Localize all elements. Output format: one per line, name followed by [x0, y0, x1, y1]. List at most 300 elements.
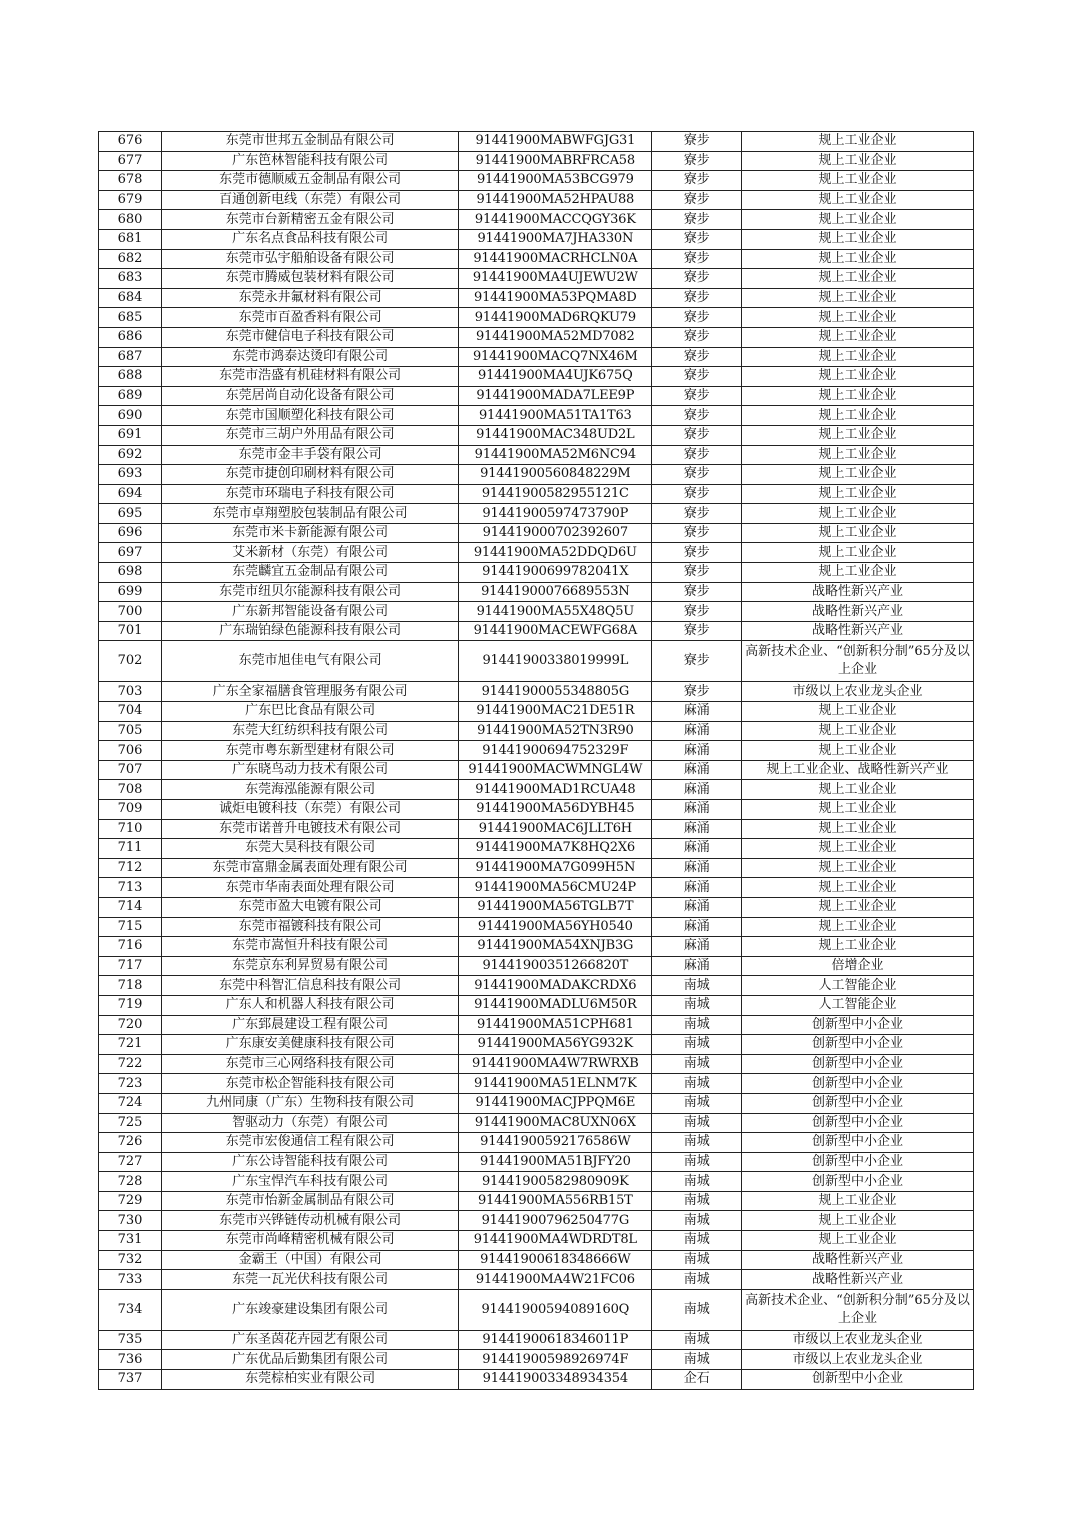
table-row: [99, 465, 974, 485]
enterprise-type: 规上工业企业: [742, 523, 974, 543]
row-number: 710: [99, 819, 162, 839]
company-name: 东莞海泓能源有限公司: [162, 780, 459, 800]
company-name: 智驱动力（东莞）有限公司: [162, 1113, 459, 1133]
credit-code: 91441900MA52TN3R90: [459, 721, 652, 741]
credit-code: 91441900MA52HPAU88: [459, 190, 652, 210]
company-name: 金霸王（中国）有限公司: [162, 1250, 459, 1270]
town-name: 南城: [652, 995, 742, 1015]
enterprise-type: 规上工业企业: [742, 504, 974, 524]
row-number: 729: [99, 1191, 162, 1211]
table-row: [99, 367, 974, 387]
company-name: 广东公诗智能科技有限公司: [162, 1152, 459, 1172]
credit-code: 91441900MACQ7NX46M: [459, 347, 652, 367]
row-number: 676: [99, 132, 162, 152]
town-name: 南城: [652, 1270, 742, 1290]
table-row: [99, 858, 974, 878]
credit-code: 91441900MAC8UXN06X: [459, 1113, 652, 1133]
town-name: 寮步: [652, 308, 742, 328]
row-number: 700: [99, 602, 162, 622]
town-name: 麻涌: [652, 702, 742, 722]
enterprise-type: 战略性新兴产业: [742, 1270, 974, 1290]
credit-code: 91441900582955121C: [459, 484, 652, 504]
row-number: 730: [99, 1211, 162, 1231]
enterprise-type: 规上工业企业: [742, 327, 974, 347]
table-row: [99, 819, 974, 839]
table-row: [99, 641, 974, 682]
town-name: 南城: [652, 1172, 742, 1192]
row-number: 736: [99, 1350, 162, 1370]
table-row: [99, 1370, 974, 1390]
company-name: 东莞市浩盛有机硅材料有限公司: [162, 367, 459, 387]
company-name: 广东巴比食品有限公司: [162, 702, 459, 722]
enterprise-type: 人工智能企业: [742, 976, 974, 996]
table-row: [99, 1152, 974, 1172]
credit-code: 91441900MAC348UD2L: [459, 425, 652, 445]
company-name: 东莞市百盈香料有限公司: [162, 308, 459, 328]
row-number: 718: [99, 976, 162, 996]
company-name: 东莞市嵩恒升科技有限公司: [162, 937, 459, 957]
town-name: 麻涌: [652, 819, 742, 839]
credit-code: 91441900MA51CPH681: [459, 1015, 652, 1035]
row-number: 697: [99, 543, 162, 563]
town-name: 南城: [652, 1330, 742, 1350]
town-name: 麻涌: [652, 721, 742, 741]
company-name: 东莞市三心网络科技有限公司: [162, 1054, 459, 1074]
row-number: 722: [99, 1054, 162, 1074]
enterprise-type: 规上工业企业: [742, 465, 974, 485]
row-number: 717: [99, 956, 162, 976]
enterprise-type: 规上工业企业: [742, 721, 974, 741]
row-number: 737: [99, 1370, 162, 1390]
company-name: 广东全家福膳食管理服务有限公司: [162, 682, 459, 702]
enterprise-type: 规上工业企业: [742, 878, 974, 898]
credit-code: 91441900796250477G: [459, 1211, 652, 1231]
table-row: [99, 327, 974, 347]
row-number: 692: [99, 445, 162, 465]
town-name: 寮步: [652, 484, 742, 504]
town-name: 寮步: [652, 641, 742, 682]
credit-code: 91441900582980909K: [459, 1172, 652, 1192]
table-row: [99, 956, 974, 976]
enterprise-type: 规上工业企业: [742, 229, 974, 249]
town-name: 南城: [652, 1093, 742, 1113]
credit-code: 91441900MA52MD7082: [459, 327, 652, 347]
table-row: [99, 504, 974, 524]
enterprise-type: 规上工业企业: [742, 171, 974, 191]
row-number: 681: [99, 229, 162, 249]
table-row: [99, 249, 974, 269]
enterprise-type: 战略性新兴产业: [742, 621, 974, 641]
row-number: 684: [99, 288, 162, 308]
row-number: 723: [99, 1074, 162, 1094]
credit-code: 91441900MA56YG932K: [459, 1035, 652, 1055]
credit-code: 91441900MA52DDQD6U: [459, 543, 652, 563]
enterprise-type: 创新型中小企业: [742, 1054, 974, 1074]
company-name: 广东晓鸟动力技术有限公司: [162, 760, 459, 780]
enterprise-type: 规上工业企业: [742, 1211, 974, 1231]
credit-code: 91441900MA51BJFY20: [459, 1152, 652, 1172]
credit-code: 91441900MAD6RQKU79: [459, 308, 652, 328]
table-row: [99, 741, 974, 761]
table-row: [99, 1035, 974, 1055]
row-number: 734: [99, 1289, 162, 1330]
row-number: 704: [99, 702, 162, 722]
credit-code: 91441900MAC6JLLT6H: [459, 819, 652, 839]
town-name: 南城: [652, 1250, 742, 1270]
table-row: [99, 682, 974, 702]
company-name: 东莞市台新精密五金有限公司: [162, 210, 459, 230]
row-number: 714: [99, 897, 162, 917]
row-number: 733: [99, 1270, 162, 1290]
enterprise-type: 规上工业企业: [742, 210, 974, 230]
town-name: 南城: [652, 1211, 742, 1231]
company-name: 东莞市卓翔塑胶包装制品有限公司: [162, 504, 459, 524]
row-number: 725: [99, 1113, 162, 1133]
table-row: [99, 288, 974, 308]
town-name: 南城: [652, 1133, 742, 1153]
town-name: 寮步: [652, 229, 742, 249]
company-name: 东莞市粤东新型建材有限公司: [162, 741, 459, 761]
town-name: 麻涌: [652, 917, 742, 937]
company-name: 东莞市福镀科技有限公司: [162, 917, 459, 937]
enterprise-type: 规上工业企业: [742, 249, 974, 269]
enterprise-type: 规上工业企业: [742, 445, 974, 465]
table-row: [99, 1133, 974, 1153]
enterprise-type: 规上工业企业: [742, 132, 974, 152]
table-row: [99, 1289, 974, 1330]
credit-code: 91441900MA556RB15T: [459, 1191, 652, 1211]
company-name: 广东笆林智能科技有限公司: [162, 151, 459, 171]
table-row: [99, 1074, 974, 1094]
company-name: 广东竣豪建设集团有限公司: [162, 1289, 459, 1330]
table-row: [99, 190, 974, 210]
row-number: 691: [99, 425, 162, 445]
credit-code: 91441900MA51ELNM7K: [459, 1074, 652, 1094]
town-name: 麻涌: [652, 956, 742, 976]
table-row: [99, 269, 974, 289]
credit-code: 914419003348934354: [459, 1370, 652, 1390]
town-name: 寮步: [652, 445, 742, 465]
enterprise-type: 规上工业企业: [742, 269, 974, 289]
enterprise-type: 规上工业企业: [742, 190, 974, 210]
town-name: 麻涌: [652, 897, 742, 917]
company-name: 东莞市环瑞电子科技有限公司: [162, 484, 459, 504]
table-row: [99, 800, 974, 820]
table-row: [99, 171, 974, 191]
credit-code: 91441900MACCQGY36K: [459, 210, 652, 230]
credit-code: 91441900MACWMNGL4W: [459, 760, 652, 780]
town-name: 南城: [652, 1289, 742, 1330]
enterprise-type: 规上工业企业: [742, 858, 974, 878]
table-row: [99, 1270, 974, 1290]
company-name: 广东宝悍汽车科技有限公司: [162, 1172, 459, 1192]
town-name: 寮步: [652, 190, 742, 210]
credit-code: 91441900338019999L: [459, 641, 652, 682]
enterprise-type: 规上工业企业: [742, 917, 974, 937]
company-name: 东莞大昊科技有限公司: [162, 839, 459, 859]
company-name: 东莞麟宜五金制品有限公司: [162, 563, 459, 583]
enterprise-type: 创新型中小企业: [742, 1152, 974, 1172]
enterprise-type: 创新型中小企业: [742, 1035, 974, 1055]
town-name: 寮步: [652, 151, 742, 171]
credit-code: 91441900594089160Q: [459, 1289, 652, 1330]
credit-code: 91441900MAC21DE51R: [459, 702, 652, 722]
town-name: 寮步: [652, 171, 742, 191]
enterprise-type: 战略性新兴产业: [742, 1250, 974, 1270]
row-number: 724: [99, 1093, 162, 1113]
row-number: 678: [99, 171, 162, 191]
town-name: 寮步: [652, 132, 742, 152]
credit-code: 91441900MACEWFG68A: [459, 621, 652, 641]
enterprise-type: 高新技术企业、“创新积分制”65分及以上企业: [742, 1289, 974, 1330]
table-row: [99, 1191, 974, 1211]
company-name: 广东优品后勤集团有限公司: [162, 1350, 459, 1370]
row-number: 732: [99, 1250, 162, 1270]
company-name: 东莞市米卡新能源有限公司: [162, 523, 459, 543]
row-number: 686: [99, 327, 162, 347]
company-name: 广东新邦智能设备有限公司: [162, 602, 459, 622]
credit-code: 91441900699782041X: [459, 563, 652, 583]
town-name: 南城: [652, 1113, 742, 1133]
town-name: 寮步: [652, 465, 742, 485]
credit-code: 91441900MA7JHA330N: [459, 229, 652, 249]
town-name: 南城: [652, 1074, 742, 1094]
company-name: 东莞市捷创印刷材料有限公司: [162, 465, 459, 485]
row-number: 731: [99, 1231, 162, 1251]
enterprise-type: 规上工业企业: [742, 780, 974, 800]
row-number: 690: [99, 406, 162, 426]
town-name: 寮步: [652, 504, 742, 524]
credit-code: 91441900MA54XNJB3G: [459, 937, 652, 957]
enterprise-type: 规上工业企业: [742, 937, 974, 957]
company-name: 东莞市旭佳电气有限公司: [162, 641, 459, 682]
company-name: 东莞市健信电子科技有限公司: [162, 327, 459, 347]
town-name: 企石: [652, 1370, 742, 1390]
company-name: 东莞市华南表面处理有限公司: [162, 878, 459, 898]
table-row: [99, 386, 974, 406]
row-number: 713: [99, 878, 162, 898]
credit-code: 91441900MA4UJK675Q: [459, 367, 652, 387]
table-row: [99, 1250, 974, 1270]
enterprise-type: 规上工业企业: [742, 563, 974, 583]
row-number: 727: [99, 1152, 162, 1172]
table-row: [99, 937, 974, 957]
enterprise-type: 市级以上农业龙头企业: [742, 1350, 974, 1370]
enterprise-type: 规上工业企业: [742, 543, 974, 563]
enterprise-type: 市级以上农业龙头企业: [742, 1330, 974, 1350]
table-row: [99, 210, 974, 230]
credit-code: 91441900694752329F: [459, 741, 652, 761]
company-name: 广东郅晨建设工程有限公司: [162, 1015, 459, 1035]
enterprise-type: 市级以上农业龙头企业: [742, 682, 974, 702]
table-row: [99, 721, 974, 741]
town-name: 寮步: [652, 249, 742, 269]
company-name: 东莞京东利昇贸易有限公司: [162, 956, 459, 976]
company-name: 东莞中科智汇信息科技有限公司: [162, 976, 459, 996]
enterprise-type: 规上工业企业: [742, 288, 974, 308]
table-row: [99, 1015, 974, 1035]
credit-code: 91441900MA52M6NC94: [459, 445, 652, 465]
company-name: 东莞市尚峰精密机械有限公司: [162, 1231, 459, 1251]
company-name: 东莞市世邦五金制品有限公司: [162, 132, 459, 152]
town-name: 寮步: [652, 210, 742, 230]
credit-code: 91441900MA56YH0540: [459, 917, 652, 937]
credit-code: 91441900597473790P: [459, 504, 652, 524]
enterprise-type: 规上工业企业: [742, 800, 974, 820]
row-number: 695: [99, 504, 162, 524]
town-name: 寮步: [652, 367, 742, 387]
credit-code: 91441900MA51TA1T63: [459, 406, 652, 426]
credit-code: 91441900560848229M: [459, 465, 652, 485]
table-row: [99, 1231, 974, 1251]
enterprise-type: 规上工业企业: [742, 308, 974, 328]
enterprise-type: 创新型中小企业: [742, 1172, 974, 1192]
table-row: [99, 878, 974, 898]
row-number: 680: [99, 210, 162, 230]
row-number: 694: [99, 484, 162, 504]
company-name: 广东康安美健康科技有限公司: [162, 1035, 459, 1055]
table-row: [99, 1211, 974, 1231]
table-body: [99, 132, 974, 1390]
enterprise-type: 战略性新兴产业: [742, 602, 974, 622]
town-name: 南城: [652, 1152, 742, 1172]
table-row: [99, 543, 974, 563]
credit-code: 91441900MABRFRCA58: [459, 151, 652, 171]
town-name: 麻涌: [652, 741, 742, 761]
row-number: 709: [99, 800, 162, 820]
credit-code: 91441900618346011P: [459, 1330, 652, 1350]
town-name: 南城: [652, 976, 742, 996]
credit-code: 91441900MA7K8HQ2X6: [459, 839, 652, 859]
table-row: [99, 995, 974, 1015]
town-name: 寮步: [652, 543, 742, 563]
company-name: 东莞市纽贝尔能源科技有限公司: [162, 582, 459, 602]
row-number: 735: [99, 1330, 162, 1350]
credit-code: 91441900MA56TGLB7T: [459, 897, 652, 917]
town-name: 寮步: [652, 621, 742, 641]
credit-code: 91441900055348805G: [459, 682, 652, 702]
row-number: 711: [99, 839, 162, 859]
row-number: 683: [99, 269, 162, 289]
town-name: 寮步: [652, 523, 742, 543]
company-name: 东莞市盈大电镀有限公司: [162, 897, 459, 917]
enterprise-type: 规上工业企业: [742, 897, 974, 917]
enterprise-type: 倍增企业: [742, 956, 974, 976]
enterprise-list-table: [98, 131, 974, 1390]
row-number: 693: [99, 465, 162, 485]
row-number: 712: [99, 858, 162, 878]
table-row: [99, 1093, 974, 1113]
table-row: [99, 1350, 974, 1370]
enterprise-type: 规上工业企业: [742, 386, 974, 406]
credit-code: 91441900618348666W: [459, 1250, 652, 1270]
company-name: 东莞市鸿泰达烫印有限公司: [162, 347, 459, 367]
credit-code: 91441900MADAKCRDX6: [459, 976, 652, 996]
row-number: 682: [99, 249, 162, 269]
town-name: 寮步: [652, 327, 742, 347]
row-number: 687: [99, 347, 162, 367]
company-name: 东莞市弘宇船舶设备有限公司: [162, 249, 459, 269]
company-name: 九州同康（广东）生物科技有限公司: [162, 1093, 459, 1113]
row-number: 698: [99, 563, 162, 583]
credit-code: 91441900MABWFGJG31: [459, 132, 652, 152]
company-name: 广东圣茵花卉园艺有限公司: [162, 1330, 459, 1350]
enterprise-type: 高新技术企业、“创新积分制”65分及以上企业: [742, 641, 974, 682]
enterprise-type: 规上工业企业: [742, 151, 974, 171]
credit-code: 91441900MAD1RCUA48: [459, 780, 652, 800]
town-name: 寮步: [652, 582, 742, 602]
town-name: 南城: [652, 1191, 742, 1211]
company-name: 广东人和机器人科技有限公司: [162, 995, 459, 1015]
row-number: 696: [99, 523, 162, 543]
enterprise-type: 规上工业企业: [742, 702, 974, 722]
enterprise-type: 创新型中小企业: [742, 1093, 974, 1113]
town-name: 南城: [652, 1035, 742, 1055]
company-name: 东莞市兴铧链传动机械有限公司: [162, 1211, 459, 1231]
company-name: 东莞棕柏实业有限公司: [162, 1370, 459, 1390]
table-row: [99, 425, 974, 445]
company-name: 广东名点食品科技有限公司: [162, 229, 459, 249]
enterprise-type: 规上工业企业: [742, 1191, 974, 1211]
row-number: 677: [99, 151, 162, 171]
table-row: [99, 602, 974, 622]
enterprise-type: 规上工业企业、战略性新兴产业: [742, 760, 974, 780]
enterprise-type: 规上工业企业: [742, 367, 974, 387]
table-row: [99, 523, 974, 543]
enterprise-type: 规上工业企业: [742, 1231, 974, 1251]
credit-code: 91441900351266820T: [459, 956, 652, 976]
table-row: [99, 132, 974, 152]
company-name: 东莞市诺普升电镀技术有限公司: [162, 819, 459, 839]
town-name: 寮步: [652, 682, 742, 702]
credit-code: 91441900MACJPPQM6E: [459, 1093, 652, 1113]
table-row: [99, 976, 974, 996]
town-name: 南城: [652, 1054, 742, 1074]
table-row: [99, 308, 974, 328]
table-row: [99, 702, 974, 722]
town-name: 南城: [652, 1350, 742, 1370]
enterprise-type: 规上工业企业: [742, 347, 974, 367]
town-name: 麻涌: [652, 878, 742, 898]
town-name: 寮步: [652, 406, 742, 426]
town-name: 麻涌: [652, 937, 742, 957]
credit-code: 91441900MA4W21FC06: [459, 1270, 652, 1290]
enterprise-type: 规上工业企业: [742, 741, 974, 761]
row-number: 726: [99, 1133, 162, 1153]
table-row: [99, 1330, 974, 1350]
company-name: 东莞市国顺塑化科技有限公司: [162, 406, 459, 426]
row-number: 706: [99, 741, 162, 761]
company-name: 东莞永井氟材料有限公司: [162, 288, 459, 308]
row-number: 715: [99, 917, 162, 937]
town-name: 寮步: [652, 269, 742, 289]
row-number: 721: [99, 1035, 162, 1055]
table-row: [99, 229, 974, 249]
credit-code: 91441900MA53BCG979: [459, 171, 652, 191]
company-name: 东莞市怡新金属制品有限公司: [162, 1191, 459, 1211]
enterprise-type: 人工智能企业: [742, 995, 974, 1015]
row-number: 688: [99, 367, 162, 387]
credit-code: 91441900MA56CMU24P: [459, 878, 652, 898]
company-name: 艾米新材（东莞）有限公司: [162, 543, 459, 563]
credit-code: 91441900598926974F: [459, 1350, 652, 1370]
company-name: 东莞市宏俊通信工程有限公司: [162, 1133, 459, 1153]
row-number: 716: [99, 937, 162, 957]
table-row: [99, 897, 974, 917]
row-number: 719: [99, 995, 162, 1015]
enterprise-type: 创新型中小企业: [742, 1370, 974, 1390]
table-row: [99, 1054, 974, 1074]
